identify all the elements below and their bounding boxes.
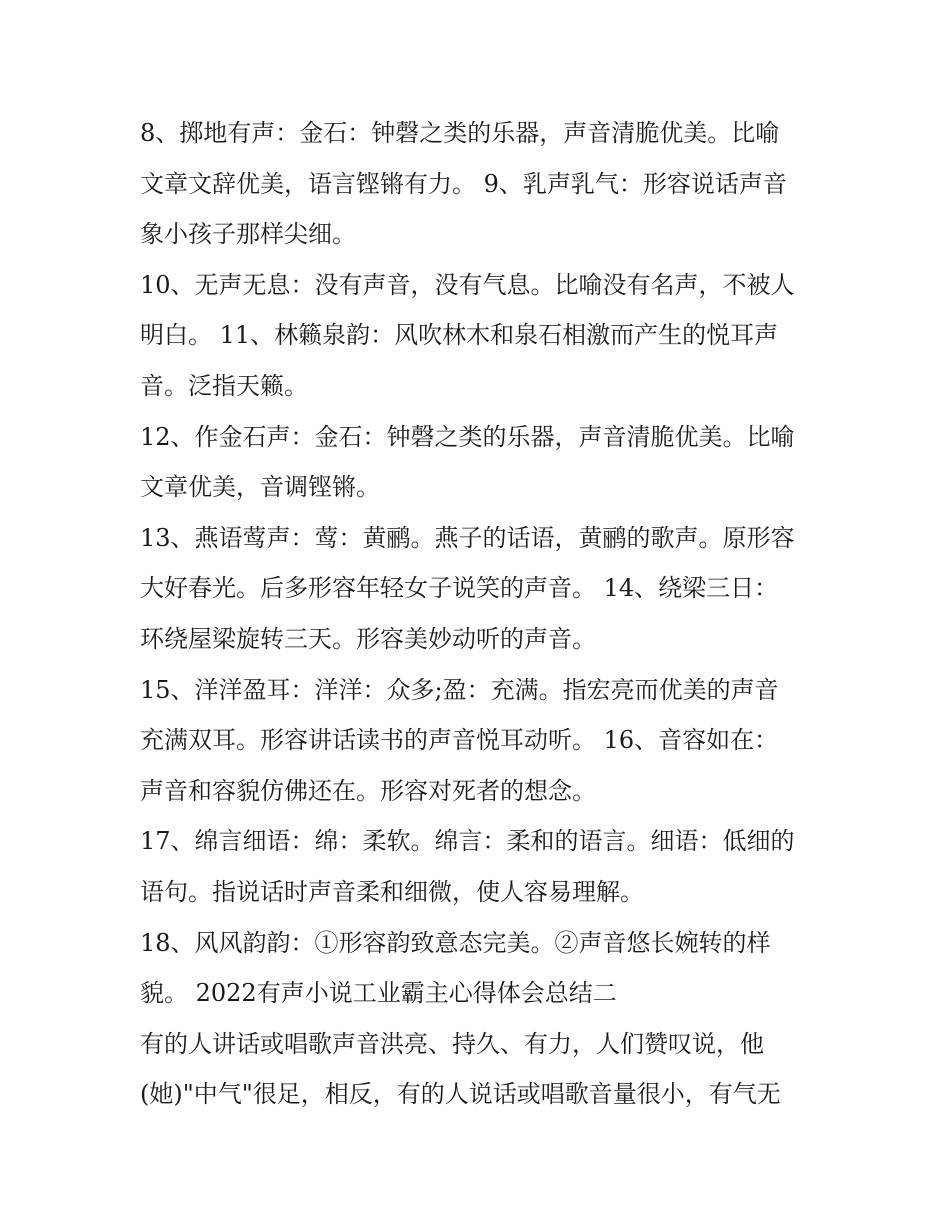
text-line: 文章文辞优美，语言铿锵有力。 9、乳声乳气：形容说话声音 [140, 169, 787, 198]
body-text [140, 108, 820, 1120]
text-line: 象小孩子那样尖细。 [140, 220, 356, 249]
text-line: 语句。指说话时声音柔和细微，使人容易理解。 [140, 877, 644, 906]
text-line: 12、作金石声：金石：钟磬之类的乐器，声音清脆优美。比喻 [140, 422, 795, 451]
text-line: 明白。 11、林籁泉韵：风吹林木和泉石相激而产生的悦耳声 [140, 321, 779, 350]
text-line: 大好春光。后多形容年轻女子说笑的声音。 14、绕梁三日： [140, 574, 779, 603]
text-line: 10、无声无息：没有声音，没有气息。比喻没有名声，不被人 [140, 270, 795, 299]
text-line: 音。泛指天籁。 [140, 371, 308, 400]
text-line: 18、风风韵韵：①形容韵致意态完美。②声音悠长婉转的样 [140, 928, 771, 957]
text-line: 有的人讲话或唱歌声音洪亮、持久、有力，人们赞叹说，他 [140, 1029, 764, 1058]
text-line: 13、燕语莺声：莺：黄鹂。燕子的话语，黄鹂的歌声。原形容 [140, 523, 795, 552]
text-line: 文章优美，音调铿锵。 [140, 473, 380, 502]
text-line: (她)"中气"很足，相反，有的人说话或唱歌音量很小，有气无 [140, 1080, 781, 1109]
text-line: 环绕屋梁旋转三天。形容美妙动听的声音。 [140, 624, 596, 653]
text-line: 声音和容貌仿佛还在。形容对死者的想念。 [140, 776, 596, 805]
text-line: 8、掷地有声：金石：钟磬之类的乐器，声音清脆优美。比喻 [140, 119, 780, 147]
text-line: 充满双耳。形容讲话读书的声音悦耳动听。 16、音容如在： [140, 726, 779, 755]
text-line: 貌。 2022有声小说工业霸主心得体会总结二 [140, 979, 617, 1008]
text-line: 17、绵言细语：绵：柔软。绵言：柔和的语言。细语：低细的 [140, 827, 795, 856]
text-line: 15、洋洋盈耳：洋洋：众多;盈：充满。指宏亮而优美的声音 [140, 675, 779, 704]
